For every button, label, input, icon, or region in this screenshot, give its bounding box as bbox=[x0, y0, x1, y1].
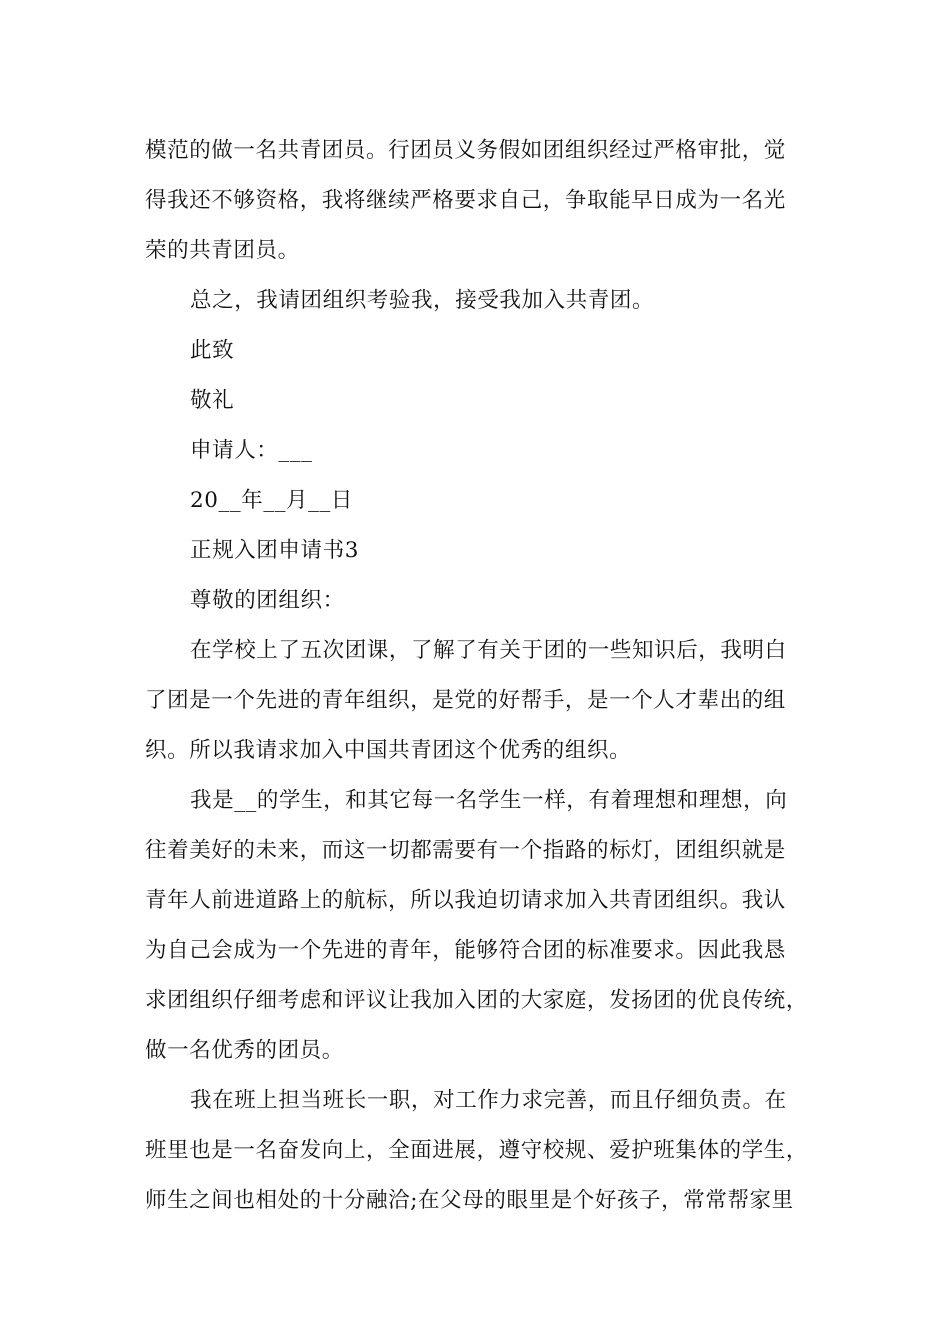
paragraph-line: 我在班上担当班长一职，对工作力求完善，而且仔细负责。在 bbox=[190, 1088, 787, 1113]
applicant-line: 申请人：___ bbox=[190, 438, 313, 463]
paragraph-line: 我是__的学生，和其它每一名学生一样，有着理想和理想，向 bbox=[190, 788, 788, 813]
paragraph-line: 青年人前进道路上的航标，所以我迫切请求加入共青团组织。我认 bbox=[145, 888, 786, 913]
paragraph-line: 往着美好的未来，而这一切都需要有一个指路的标灯，团组织就是 bbox=[145, 838, 786, 863]
salutation-line: 敬礼 bbox=[190, 388, 235, 413]
paragraph-line: 得我还不够资格，我将继续严格要求自己，争取能早日成为一名光 bbox=[145, 188, 786, 213]
paragraph-line: 班里也是一名奋发向上，全面进展，遵守校规、爱护班集体的学生， bbox=[145, 1138, 809, 1163]
paragraph-line: 了团是一个先进的青年组织，是党的好帮手，是一个人才辈出的组 bbox=[145, 688, 786, 713]
paragraph-line: 求团组织仔细考虑和评议让我加入团的大家庭，发扬团的优良传统， bbox=[145, 988, 809, 1013]
paragraph-line: 总之，我请团组织考验我，接受我加入共青团。 bbox=[190, 288, 655, 313]
greeting-line: 尊敬的团组织： bbox=[190, 588, 345, 613]
date-line: 20__年__月__日 bbox=[190, 488, 353, 513]
paragraph-line: 织。所以我请求加入中国共青团这个优秀的组织。 bbox=[145, 738, 632, 763]
paragraph-line: 师生之间也相处的十分融洽;在父母的眼里是个好孩子，常常帮家里 bbox=[145, 1188, 794, 1213]
section-title: 正规入团申请书3 bbox=[190, 538, 359, 563]
paragraph-line: 模范的做一名共青团员。行团员义务假如团组织经过严格审批，觉 bbox=[145, 138, 786, 163]
paragraph-line: 荣的共青团员。 bbox=[145, 238, 300, 263]
paragraph-line: 为自己会成为一个先进的青年，能够符合团的标准要求。因此我恳 bbox=[145, 938, 786, 963]
paragraph-line: 在学校上了五次团课，了解了有关于团的一些知识后，我明白 bbox=[190, 638, 787, 663]
closing-line: 此致 bbox=[190, 338, 235, 363]
paragraph-line: 做一名优秀的团员。 bbox=[145, 1038, 344, 1063]
